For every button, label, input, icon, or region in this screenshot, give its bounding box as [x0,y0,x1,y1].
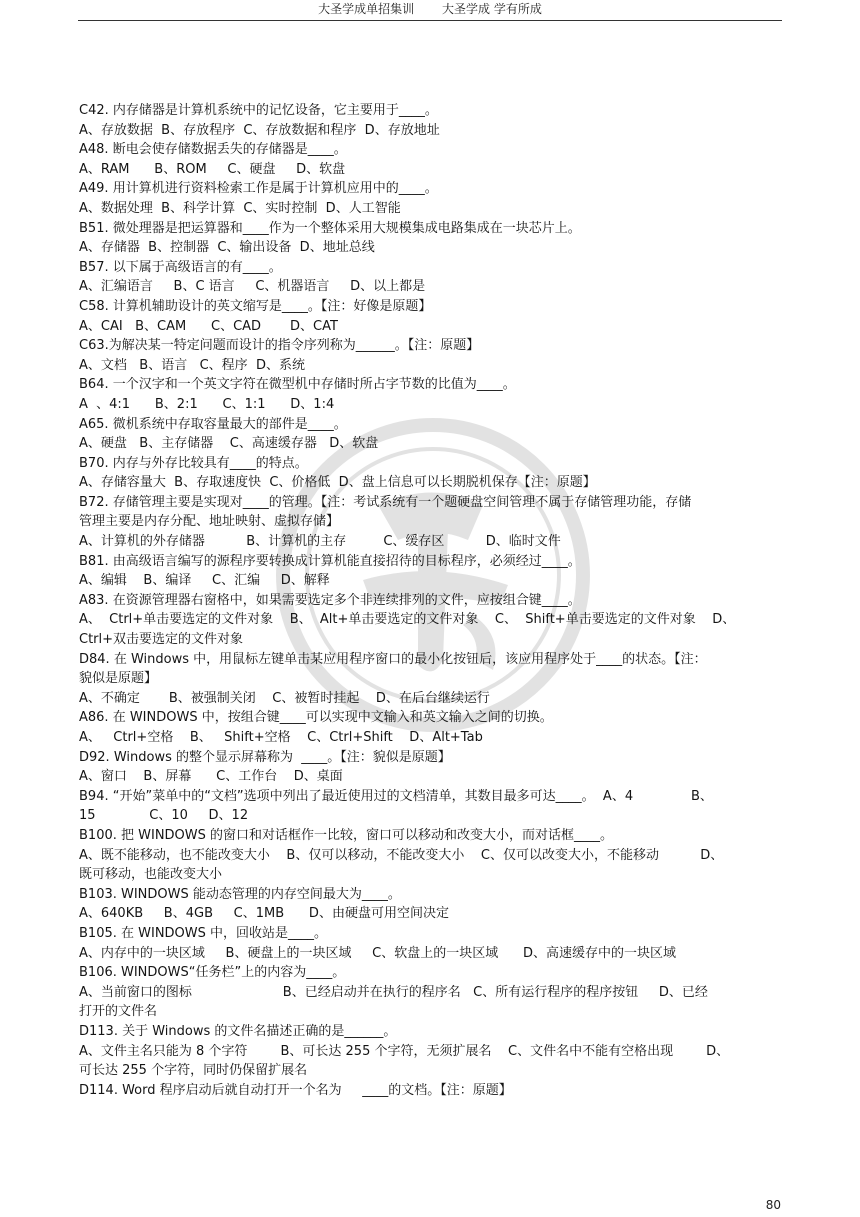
text-line: A、文档 B、语言 C、程序 D、系统 [79,357,305,373]
text-line: 貌似是原题】 [79,671,158,687]
text-line: C58. 计算机辅助设计的英文缩写是____。【注：好像是原题】 [79,298,432,314]
text-line: A83. 在资源管理器右窗格中，如果需要选定多个非连续排列的文件，应按组合键____。 [79,592,581,608]
text-line: A、不确定 B、被强制关闭 C、被暂时挂起 D、在后台继续运行 [79,690,490,706]
text-line: B100. 把 WINDOWS 的窗口和对话框作一比较，窗口可以移动和改变大小，而对话框____。 [79,827,614,843]
text-line: A65. 微机系统中存取容量最大的部件是____。 [79,416,347,432]
text-line: 既可移动，也能改变大小 [79,867,223,883]
text-line: C63.为解决某一特定问题而设计的指令序列称为______。【注：原题】 [79,338,480,354]
text-line: A 、4:1 B、2:1 C、1:1 D、1:4 [79,396,335,412]
text-line: A、硬盘 B、主存储器 C、高速缓存器 D、软盘 [79,436,379,452]
text-line: A、数据处理 B、科学计算 C、实时控制 D、人工智能 [79,200,401,216]
text-line: A、内存中的一块区域 B、硬盘上的一块区域 C、软盘上的一块区域 D、高速缓存中的一块区域 [79,945,677,961]
text-line: B70. 内存与外存比较具有____的特点。 [79,455,308,471]
text-line: A、文件主名只能为 8 个字符 B、可长达 255 个字符，无须扩展名 C、文件名中不能有空格出现 D、 [79,1043,730,1059]
page-header [78,0,782,21]
text-line: A48. 断电会使存储数据丢失的存储器是____。 [79,142,347,158]
text-line: A、RAM B、ROM C、硬盘 D、软盘 [79,161,346,177]
text-line: A、编辑 B、编译 C、汇编 D、解释 [79,573,330,589]
text-line: B105. 在 WINDOWS 中，回收站是____。 [79,925,328,941]
text-line: 15 C、10 D、12 [79,808,249,824]
text-line: 打开的文件名 [79,1004,158,1020]
text-line: A、 Ctrl+单击要选定的文件对象 B、 Alt+单击要选定的文件对象 C、 Shift+单击要选定的文件对象 D、 [79,612,736,628]
text-line: 管理主要是内存分配、地址映射、虚拟存储】 [79,514,340,530]
text-line: B72. 存储管理主要是实现对____的管理。【注：考试系统有一个题硬盘空间管理不属于存储管理功能，存储 [79,494,692,510]
text-line: B106. WINDOWS“任务栏”上的内容为____。 [79,965,346,981]
text-line: B103. WINDOWS 能动态管理的内存空间最大为____。 [79,886,401,902]
text-line: B81. 由高级语言编写的源程序要转换成计算机能直接招待的目标程序，必须经过____。 [79,553,581,569]
text-line: D92. Windows 的整个显示屏幕称为 ____。【注：貌似是原题】 [79,749,451,765]
text-line: A、640KB B、4GB C、1MB D、由硬盘可用空间决定 [79,906,449,922]
text-line: A、存储器 B、控制器 C、输出设备 D、地址总线 [79,240,375,256]
text-line: 可长达 255 个字符，同时仍保留扩展名 [79,1063,308,1079]
text-line: B94. “开始”菜单中的“文档”选项中列出了最近使用过的文档清单，其数目最多可达____。 A、4 B、 [79,788,713,804]
text-line: A、存放数据 B、存放程序 C、存放数据和程序 D、存放地址 [79,122,440,138]
text-line: C42. 内存储器是计算机系统中的记忆设备，它主要用于____。 [79,103,438,118]
text-line: B64. 一个汉字和一个英文字符在微型机中存储时所占字节数的比值为____。 [79,377,516,393]
text-line: A49. 用计算机进行资料检索工作是属于计算机应用中的____。 [79,181,438,197]
text-line: D113. 关于 Windows 的文件名描述正确的是______。 [79,1023,397,1039]
text-line: A、 Ctrl+空格 B、 Shift+空格 C、Ctrl+Shift D、Alt+Tab [79,730,483,745]
text-line: A、窗口 B、屏幕 C、工作台 D、桌面 [79,769,343,785]
text-line: B57. 以下属于高级语言的有____。 [79,259,282,275]
text-line: A、当前窗口的图标 B、已经启动并在执行的程序名 C、所有运行程序的程序按钮 D、已经 [79,984,708,1000]
text-line: A、既不能移动，也不能改变大小 B、仅可以移动，不能改变大小 C、仅可以改变大小，不能移动 D、 [79,847,724,863]
text-line: A、计算机的外存储器 B、计算机的主存 C、缓存区 D、临时文件 [79,534,561,550]
question-list [79,101,785,1100]
header-left-text: 大圣学成单招集训 [318,2,415,16]
page-number: 80 [765,1198,781,1212]
text-line: A86. 在 WINDOWS 中，按组合键____可以实现中文输入和英文输入之间的切换。 [79,710,553,726]
text-line: Ctrl+双击要选定的文件对象 [79,632,244,648]
text-line: D114. Word 程序启动后就自动打开一个名为 ____的文档。【注：原题】 [79,1082,512,1098]
text-line: A、存储容量大 B、存取速度快 C、价格低 D、盘上信息可以长期脱机保存【注：原题】 [79,475,596,491]
header-right-text: 大圣学成 学有所成 [442,2,542,16]
text-line: B51. 微处理器是把运算器和____作为一个整体采用大规模集成电路集成在一块芯片上。 [79,220,581,236]
text-line: A、汇编语言 B、C 语言 C、机器语言 D、以上都是 [79,279,426,295]
text-line: A、CAI B、CAM C、CAD D、CAT [79,318,338,334]
text-line: D84. 在 Windows 中，用鼠标左键单击某应用程序窗口的最小化按钮后，该应用程序处于____的状态。【注： [79,651,707,667]
